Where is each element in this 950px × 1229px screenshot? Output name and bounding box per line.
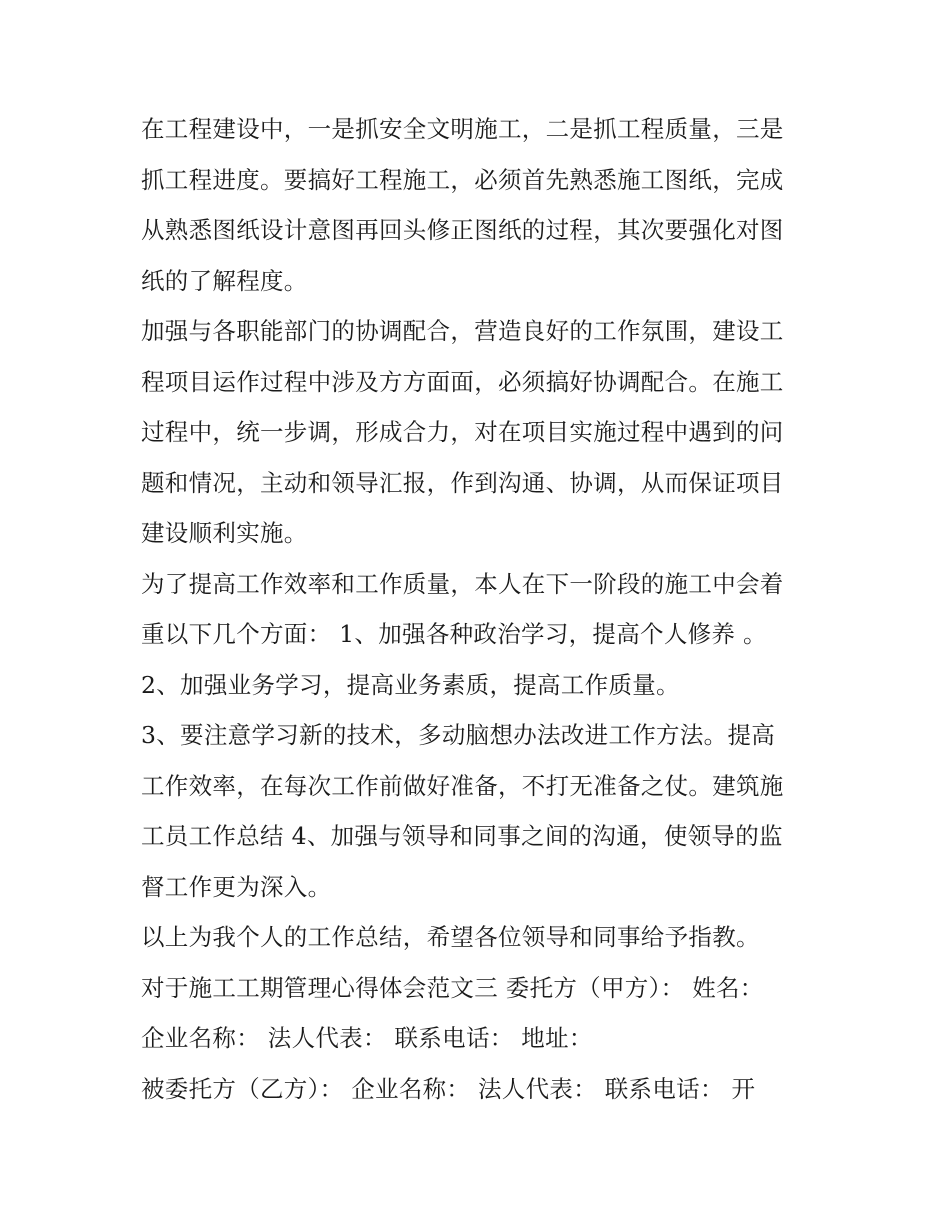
text-line: 工员工作总结 4、加强与领导和同事之间的沟通，使领导的监 bbox=[141, 822, 783, 850]
text-line: 企业名称： 法人代表： 联系电话： 地址： bbox=[141, 1024, 593, 1052]
paragraph-item-2 bbox=[141, 660, 821, 711]
text-line: 题和情况，主动和领导汇报，作到沟通、协调，从而保证项目 bbox=[141, 468, 784, 497]
paragraph-construction-focus bbox=[141, 104, 821, 306]
paragraph-party-a-fields bbox=[141, 1013, 821, 1064]
text-line: 在工程建设中，一是抓安全文明施工，二是抓工程质量，三是 bbox=[141, 115, 784, 143]
paragraph-party-b-fields bbox=[141, 1064, 821, 1115]
text-line: 建设顺利实施。 bbox=[141, 519, 308, 547]
text-line: 抓工程进度。要搞好工程施工，必须首先熟悉施工图纸，完成 bbox=[141, 165, 784, 194]
paragraph-coordination bbox=[141, 306, 821, 559]
text-line: 工作效率，在每次工作前做好准备，不打无准备之仗。建筑施 bbox=[141, 771, 784, 800]
text-line: 重以下几个方面： 1、加强各种政治学习，提高个人修养 。 bbox=[141, 620, 767, 648]
text-line: 过程中，统一步调，形成合力，对在项目实施过程中遇到的问 bbox=[141, 418, 784, 446]
text-line: 2、加强业务学习，提高业务素质，提高工作质量。 bbox=[141, 670, 680, 699]
text-line: 为了提高工作效率和工作质量，本人在下一阶段的施工中会着 bbox=[141, 569, 784, 598]
paragraph-improvement-intro bbox=[141, 559, 821, 660]
text-line: 纸的了解程度。 bbox=[141, 266, 308, 295]
paragraph-item-3 bbox=[141, 710, 821, 912]
text-line: 督工作更为深入。 bbox=[141, 872, 332, 901]
text-line: 加强与各职能部门的协调配合，营造良好的工作氛围，建设工 bbox=[141, 317, 784, 345]
paragraph-summary bbox=[141, 912, 821, 963]
paragraph-sample-three-heading bbox=[141, 963, 821, 1014]
text-line: 从熟悉图纸设计意图再回头修正图纸的过程，其次要强化对图 bbox=[141, 216, 784, 244]
text-line: 3、要注意学习新的技术，多动脑想办法改进工作方法。提高 bbox=[141, 721, 776, 749]
text-line: 被委托方（乙方）： 企业名称： 法人代表： 联系电话： 开 bbox=[141, 1074, 756, 1103]
document-body bbox=[141, 104, 821, 1114]
text-line: 程项目运作过程中涉及方方面面，必须搞好协调配合。在施工 bbox=[141, 367, 784, 396]
text-line: 对于施工工期管理心得体会范文三 委托方（甲方）： 姓名： bbox=[141, 973, 764, 1002]
text-line: 以上为我个人的工作总结，希望各位领导和同事给予指教。 bbox=[141, 923, 760, 951]
